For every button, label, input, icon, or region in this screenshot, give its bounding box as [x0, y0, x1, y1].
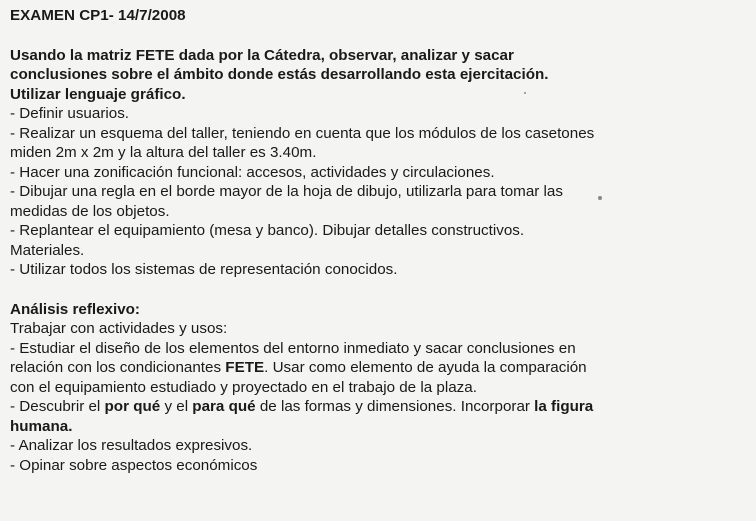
analysis-p3: - Analizar los resultados expresivos.	[10, 437, 253, 454]
fete-term: FETE	[225, 359, 265, 376]
intro-line-2: conclusiones sobre el ámbito donde estás desarrollando esta ejercitación.	[10, 66, 549, 83]
intro-line-3: Utilizar lenguaje gráfico.	[10, 85, 186, 103]
analysis-p1-line-2	[10, 358, 750, 378]
por-que-term: por qué	[104, 398, 161, 415]
analysis-p1-text-c: . Usar como elemento de ayuda la comparación	[264, 359, 587, 376]
task-list	[10, 104, 750, 280]
intro-line-1: Usando la matriz FETE dada por la Cátedra, observar, analizar y sacar	[10, 46, 514, 64]
figura-term: la figura	[534, 398, 594, 415]
task-line: Materiales.	[10, 241, 85, 259]
task-line: - Utilizar todos los sistemas de representación conocidos.	[10, 261, 398, 278]
task-line: - Hacer una zonificación funcional: accesos, actividades y circulaciones.	[10, 163, 495, 181]
exam-title: EXAMEN CP1- 14/7/2008	[10, 7, 186, 24]
analysis-p1-text-a: relación con los condicionantes	[10, 359, 226, 376]
intro-block	[10, 46, 750, 105]
analysis-subheading: Trabajar con actividades y usos:	[10, 320, 228, 337]
section-spacer	[10, 280, 750, 300]
analysis-p2-text-c: y el	[160, 398, 193, 415]
analysis-p2-text-e: de las formas y dimensiones. Incorporar	[255, 398, 535, 415]
analysis-p2-line-1	[10, 397, 750, 417]
analysis-p4: - Opinar sobre aspectos económicos	[10, 456, 258, 474]
analysis-p2-text-a: - Descubrir el	[10, 398, 105, 415]
analysis-heading: Análisis reflexivo:	[10, 300, 140, 318]
task-line: - Replantear el equipamiento (mesa y banco). Dibujar detalles constructivos.	[10, 222, 525, 239]
scan-speck	[524, 92, 526, 94]
analysis-section	[10, 300, 750, 476]
task-line: medidas de los objetos.	[10, 202, 170, 220]
para-que-term: para qué	[192, 398, 256, 415]
task-line: - Realizar un esquema del taller, teniendo en cuenta que los módulos de los casetones	[10, 124, 595, 142]
document-body	[10, 6, 750, 475]
task-line: miden 2m x 2m y la altura del taller es 3.40m.	[10, 144, 317, 161]
scan-speck	[598, 196, 602, 200]
analysis-p1-line-3: con el equipamiento estudiado y proyectado en el trabajo de la plaza.	[10, 378, 477, 396]
analysis-p1-line-1: - Estudiar el diseño de los elementos del entorno inmediato y sacar conclusiones en	[10, 339, 576, 357]
analysis-p2-line-2: humana.	[10, 417, 73, 435]
task-line: - Definir usuarios.	[10, 105, 130, 122]
task-line: - Dibujar una regla en el borde mayor de la hoja de dibujo, utilizarla para tomar las	[10, 183, 563, 200]
